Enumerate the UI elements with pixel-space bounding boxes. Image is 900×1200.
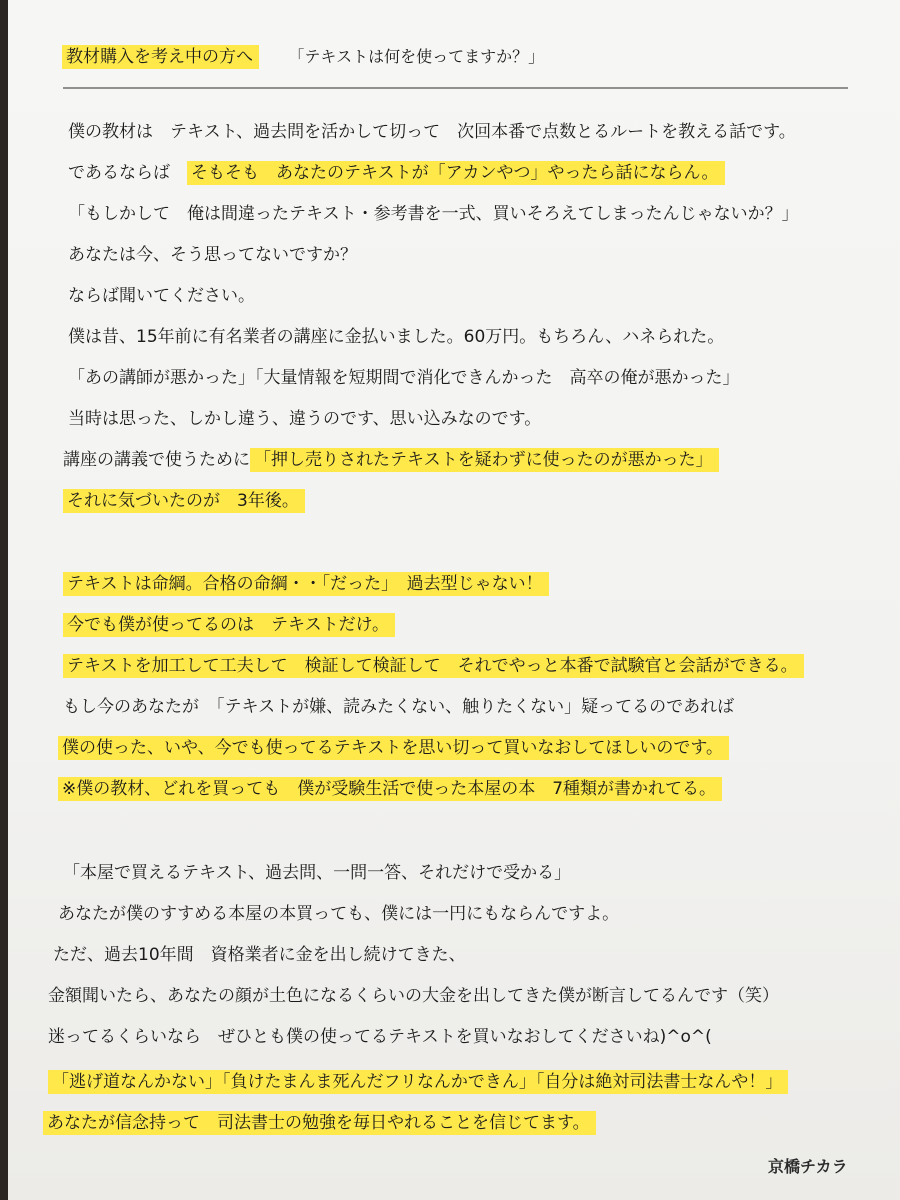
text-segment: 「本屋で買えるテキスト、過去問、一問一答、それだけで受かる」 (63, 863, 572, 883)
highlighted-text: 「押し売りされたテキストを疑わずに使ったのが悪かった」 (250, 448, 719, 472)
text-line (8, 448, 900, 472)
document-page (8, 0, 900, 1200)
text-line (8, 243, 900, 267)
text-segment: 講座の講義で使うために (63, 450, 250, 470)
signature: 京橋チカラ (768, 1157, 848, 1176)
text-segment: 僕は昔、15年前に有名業者の講座に金払いました。60万円。もちろん、ハネられた。 (68, 327, 725, 347)
text-line (8, 366, 900, 390)
text-segment: 当時は思った、しかし違う、違うのです、思い込みなのです。 (68, 409, 542, 429)
text-line (8, 1070, 900, 1094)
text-line (8, 1025, 900, 1049)
text-line (8, 777, 900, 801)
text-segment: ならば聞いてください。 (68, 286, 255, 306)
header-subtitle: 「テキストは何を使ってますか？」 (288, 47, 545, 66)
text-line (8, 407, 900, 431)
highlighted-text: 僕の使った、いや、今でも使ってるテキストを思い切って買いなおしてほしいのです。 (58, 736, 729, 760)
text-segment: 迷ってるくらいなら ぜひとも僕の使ってるテキストを買いなおしてくださいね)^o^( (48, 1027, 712, 1047)
text-line (8, 943, 900, 967)
text-segment: あなたが僕のすすめる本屋の本買っても、僕には一円にもならんですよ。 (58, 904, 620, 924)
text-line (8, 902, 900, 926)
text-line (8, 984, 900, 1008)
text-segment: 僕の教材は テキスト、過去問を活かして切って 次回本番で点数とるルートを教える話です。 (68, 122, 796, 142)
text-segment: あなたは今、そう思ってないですか？ (68, 245, 357, 265)
header-title: 教材購入を考え中の方へ (62, 45, 259, 69)
highlighted-text: ※僕の教材、どれを買っても 僕が受験生活で使った本屋の本 7種類が書かれてる。 (58, 777, 722, 801)
highlighted-text: 今でも僕が使ってるのは テキストだけ。 (63, 613, 395, 637)
highlighted-text: そもそも あなたのテキストが「アカンやつ」やったら話にならん。 (187, 161, 725, 185)
text-line (8, 861, 900, 885)
text-segment: ただ、過去10年間 資格業者に金を出し続けてきた、 (53, 945, 466, 965)
text-line (8, 120, 900, 144)
text-line (8, 1111, 900, 1135)
highlighted-text: 「逃げ道なんかない」「負けたまんま死んだフリなんかできん」「自分は絶対司法書士なんや！」 (48, 1070, 788, 1094)
text-line (8, 736, 900, 760)
text-segment: もし今のあなたが 「テキストが嫌、読みたくない、触りたくない」疑ってるのであれば (63, 697, 735, 717)
text-segment: 「あの講師が悪かった」「大量情報を短期間で消化できんかった 高卒の俺が悪かった」 (68, 368, 740, 388)
text-line (8, 654, 900, 678)
document-header (8, 45, 900, 69)
text-line (8, 695, 900, 719)
text-line (8, 613, 900, 637)
text-segment: 金額聞いたら、あなたの顔が土色になるくらいの大金を出してきた僕が断言してるんです（笑） (48, 986, 779, 1006)
text-line (8, 325, 900, 349)
header-divider (63, 87, 848, 89)
text-line (8, 161, 900, 185)
text-line (8, 284, 900, 308)
highlighted-text: テキストを加工して工夫して 検証して検証して それでやっと本番で試験官と会話ができる。 (63, 654, 804, 678)
text-line (8, 202, 900, 226)
text-segment: 「もしかして 俺は間違ったテキスト・参考書を一式、買いそろえてしまったんじゃないか？」 (68, 204, 799, 224)
highlighted-text: テキストは命綱。合格の命綱・・「だった」 過去型じゃない！ (63, 572, 549, 596)
highlighted-text: あなたが信念持って 司法書士の勉強を毎日やれることを信じてます。 (43, 1111, 596, 1135)
text-segment: であるならば (68, 163, 187, 183)
highlighted-text: それに気づいたのが 3年後。 (63, 489, 305, 513)
text-line (8, 489, 900, 513)
text-line (8, 572, 900, 596)
